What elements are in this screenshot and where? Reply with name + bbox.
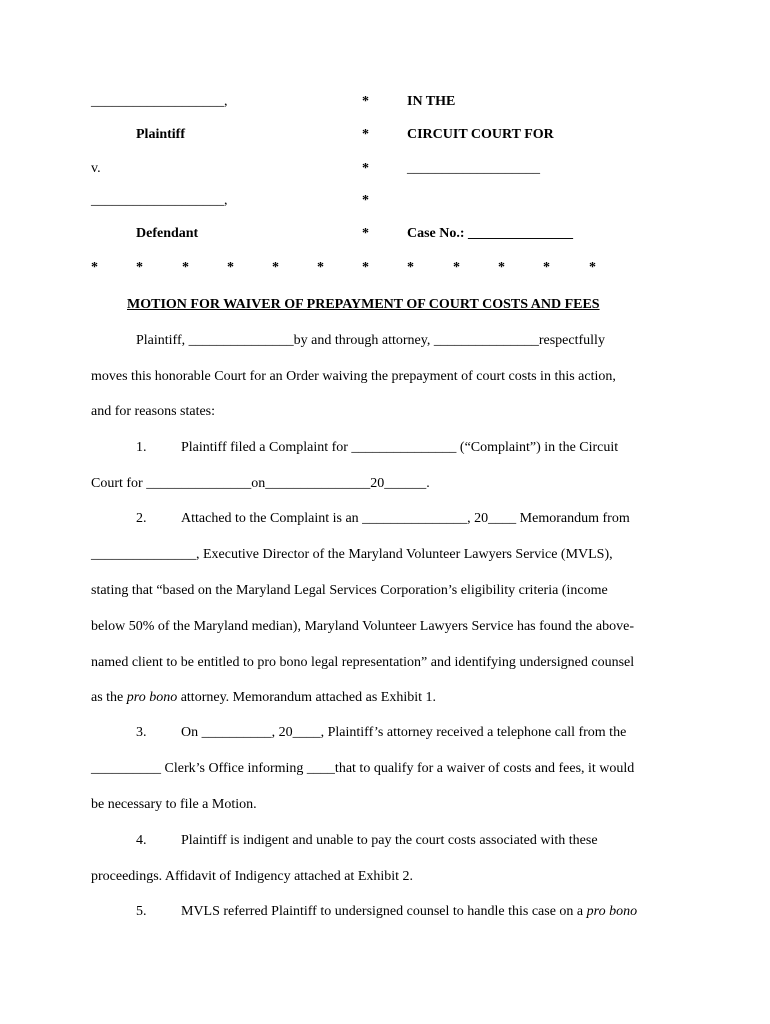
- versus-label: v.: [91, 161, 101, 176]
- court-heading-line1: IN THE: [407, 94, 456, 109]
- item-2-line: [91, 689, 436, 707]
- divider-star: *: [362, 260, 369, 275]
- caption-star: *: [362, 94, 369, 109]
- caption-star: *: [362, 193, 369, 208]
- item-2-text: as the: [91, 690, 127, 705]
- divider-star: *: [227, 260, 234, 275]
- divider-star: *: [407, 260, 414, 275]
- divider-star: *: [543, 260, 550, 275]
- item-1-line: Court for _______________on_______________20______.: [91, 476, 430, 491]
- court-heading-line2: CIRCUIT COURT FOR: [407, 127, 554, 142]
- item-number: 1.: [136, 440, 147, 455]
- item-3-line: be necessary to file a Motion.: [91, 797, 257, 812]
- pro-bono-italic: pro bono: [586, 904, 638, 919]
- caption-star: *: [362, 127, 369, 142]
- plaintiff-label: Plaintiff: [136, 127, 185, 142]
- divider-star: *: [182, 260, 189, 275]
- item-number: 5.: [136, 904, 147, 919]
- item-5-text: MVLS referred Plaintiff to undersigned counsel to handle this case on a: [181, 904, 587, 919]
- court-county-blank: ___________________: [407, 161, 540, 176]
- caption-star: *: [362, 226, 369, 241]
- item-number: 3.: [136, 725, 147, 740]
- item-2-line: named client to be entitled to pro bono legal representation” and identifying undersigned counsel: [91, 655, 635, 670]
- divider-star: *: [498, 260, 505, 275]
- divider-star: *: [136, 260, 143, 275]
- defendant-name-blank: ___________________,: [91, 193, 228, 208]
- item-2-line: Attached to the Complaint is an _______________, 20____ Memorandum from: [181, 511, 630, 526]
- item-2-line: stating that “based on the Maryland Legal Services Corporation’s eligibility criteria (income: [91, 583, 608, 598]
- item-2-text: attorney. Memorandum attached as Exhibit 1.: [177, 690, 436, 705]
- item-number: 4.: [136, 833, 147, 848]
- intro-line: Plaintiff, _______________by and through attorney, _______________respectfully: [136, 333, 605, 348]
- divider-star: *: [317, 260, 324, 275]
- item-4-line: Plaintiff is indigent and unable to pay the court costs associated with these: [181, 833, 598, 848]
- item-4-line: proceedings. Affidavit of Indigency attached at Exhibit 2.: [91, 869, 414, 884]
- item-5-line: [181, 903, 637, 921]
- caption-star: *: [362, 161, 369, 176]
- item-3-line: On __________, 20____, Plaintiff’s attorney received a telephone call from the: [181, 725, 627, 740]
- intro-line: and for reasons states:: [91, 404, 216, 419]
- divider-star: *: [272, 260, 279, 275]
- document-title: MOTION FOR WAIVER OF PREPAYMENT OF COURT COSTS AND FEES: [127, 297, 600, 312]
- divider-star: *: [453, 260, 460, 275]
- pro-bono-italic: pro bono: [126, 690, 178, 705]
- item-2-line: below 50% of the Maryland median), Maryland Volunteer Lawyers Service has found the above-: [91, 619, 634, 634]
- item-number: 2.: [136, 511, 147, 526]
- defendant-label: Defendant: [136, 226, 199, 241]
- item-1-line: Plaintiff filed a Complaint for _______________ (“Complaint”) in the Circuit: [181, 440, 619, 455]
- divider-star: *: [91, 260, 98, 275]
- case-number: Case No.: _______________: [407, 226, 574, 241]
- intro-line: moves this honorable Court for an Order waiving the prepayment of court costs in this action,: [91, 369, 616, 384]
- plaintiff-name-blank: ___________________,: [91, 94, 228, 109]
- item-2-line: _______________, Executive Director of the Maryland Volunteer Lawyers Service (MVLS),: [91, 547, 613, 562]
- divider-star: *: [589, 260, 596, 275]
- item-3-line: __________ Clerk’s Office informing ____that to qualify for a waiver of costs and fees, it would: [91, 761, 635, 776]
